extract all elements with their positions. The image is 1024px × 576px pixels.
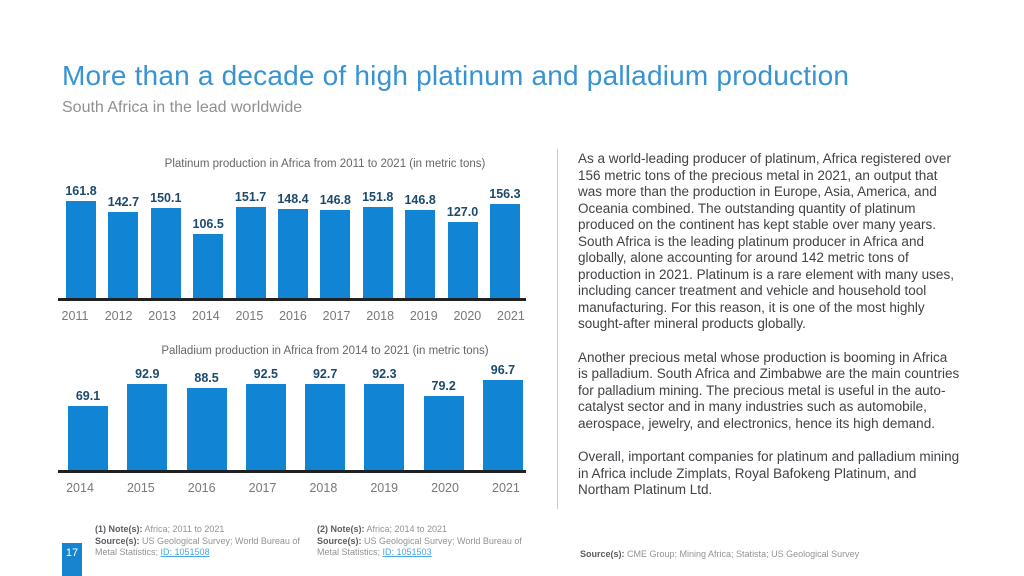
bar-value-label: 161.8 [65, 183, 97, 198]
x-axis-labels [58, 481, 526, 495]
paragraph-platinum: As a world-leading producer of platinum, Africa registered over 156 metric tons of the precious metal in 2021, an output that was more than the production in Europe, Asia, America, and Oceania combined. The outstanding quantity of platinum produced on the continent has kept stable over many years. South Africa is the leading platinum producer in Africa and globally, alone accounting for around 142 metric tons of production in 2021. Platinum is a rare element with many uses, including cancer treatment and vehicle and household tool manufacturing. For this reason, it is one of the most highly sought-after mineral products globally. [578, 151, 954, 331]
bars-area [58, 176, 526, 298]
bar-value-label: 151.7 [234, 190, 267, 204]
bar-value-label: 88.5 [194, 370, 219, 385]
x-tick-label: 2021 [497, 308, 525, 323]
bar-group [108, 195, 138, 298]
x-tick-label: 2011 [61, 308, 89, 323]
x-tick-label: 2020 [431, 480, 459, 495]
bar [187, 388, 227, 470]
main-source-line [580, 549, 859, 559]
footnote-2-note [317, 524, 531, 536]
bar-group [405, 193, 435, 298]
source-text: CME Group; Mining Africa; Statista; US Geological Survey [624, 549, 860, 559]
bar-group [483, 363, 523, 470]
bar-group [320, 193, 350, 298]
footnote-1-note [95, 524, 309, 536]
chart-title: Platinum production in Africa from 2011 to 2021 (in metric tons) [164, 158, 486, 170]
chart-title: Palladium production in Africa from 2014 to 2021 (in metric tons) [161, 345, 489, 357]
source-label: Source(s): [580, 549, 625, 559]
page-title: More than a decade of high platinum and palladium production [62, 60, 850, 91]
source-label: Source(s): [317, 535, 362, 546]
x-tick-label: 2018 [366, 308, 395, 323]
bar [66, 201, 96, 298]
bar [246, 384, 286, 470]
bar-group [448, 205, 478, 298]
source-label: Source(s): [95, 535, 140, 546]
x-tick-label: 2020 [453, 308, 482, 323]
bar-group [424, 379, 464, 470]
bar-group [151, 191, 181, 298]
bar-group [187, 371, 227, 470]
x-tick-label: 2015 [126, 480, 155, 495]
bar-value-label: 92.3 [372, 367, 397, 382]
bar-group [236, 190, 266, 298]
bar-group [364, 367, 404, 470]
x-tick-label: 2021 [492, 480, 520, 495]
page-subtitle: South Africa in the lead worldwide [62, 99, 303, 116]
bar [424, 396, 464, 470]
paragraph-companies: Overall, important companies for platinum and palladium mining in Africa include Zimplats, Royal Bafokeng Platinum, and Northam Platinum Ltd. [578, 449, 960, 497]
bar [193, 234, 223, 298]
bar-value-label: 150.1 [150, 190, 182, 205]
bar [108, 212, 138, 298]
header [62, 60, 849, 117]
page-number-badge: 17 [62, 543, 82, 576]
bar-group [363, 190, 393, 298]
bar [305, 384, 345, 470]
bar [448, 222, 478, 298]
bar-value-label: 69.1 [75, 388, 101, 403]
bar [320, 210, 350, 298]
bar [483, 380, 523, 470]
bar [127, 384, 167, 470]
x-tick-label: 2016 [187, 480, 216, 495]
x-tick-label: 2018 [309, 480, 338, 495]
bar-value-label: 106.5 [192, 217, 224, 232]
x-tick-label: 2017 [322, 308, 351, 323]
note-label: (2) Note(s): [317, 524, 365, 534]
bar-value-label: 156.3 [489, 187, 521, 202]
bar-value-label: 79.2 [431, 379, 456, 394]
footnote-2 [317, 524, 531, 559]
x-tick-label: 2019 [409, 308, 438, 323]
bar [278, 209, 308, 298]
x-tick-label: 2014 [191, 308, 220, 323]
source-text: US Geological Survey; World Bureau of Metal Statistics; [95, 535, 300, 557]
bar-value-label: 92.9 [135, 366, 160, 381]
bar-group [278, 192, 308, 298]
bar-value-label: 96.7 [490, 363, 516, 378]
x-tick-label: 2013 [148, 308, 177, 323]
footnote-1 [95, 524, 309, 559]
source-text: US Geological Survey; World Bureau of Metal Statistics; [317, 535, 522, 557]
x-tick-label: 2014 [66, 480, 94, 495]
bar-value-label: 146.8 [404, 192, 436, 207]
x-tick-label: 2019 [370, 480, 399, 495]
x-tick-label: 2012 [104, 308, 133, 323]
platinum-production-chart [58, 158, 526, 323]
x-axis-line [58, 470, 526, 473]
x-axis-line [58, 298, 526, 301]
bar-group [305, 367, 345, 470]
bar-value-label: 142.7 [107, 195, 140, 210]
x-axis-labels [58, 309, 526, 323]
bar [236, 207, 266, 298]
bar-group [193, 217, 223, 298]
bar-group [66, 184, 96, 298]
x-tick-label: 2017 [248, 480, 277, 495]
note-text: Africa; 2011 to 2021 [142, 524, 225, 534]
body-text-column [578, 151, 960, 516]
bar-value-label: 146.8 [319, 192, 351, 207]
bar-group [490, 187, 520, 298]
note-label: (1) Note(s): [95, 524, 143, 534]
paragraph-palladium: Another precious metal whose production is booming in Africa is palladium. South Africa and Zimbabwe are the main countries for palladium mining. The precious metal is useful in the auto-catalyst sector and in many industries such as automobile, aerospace, jewelry, and electronics, hence its high demand. [578, 349, 960, 431]
bar-group [246, 367, 286, 470]
bars-area [58, 363, 526, 470]
note-text: Africa; 2014 to 2021 [364, 524, 448, 534]
footnote-2-source [317, 536, 531, 559]
bar [151, 208, 181, 298]
bar [364, 384, 404, 470]
bar-value-label: 92.7 [312, 366, 338, 381]
statista-id-link-2[interactable]: ID: 1051503 [382, 547, 432, 557]
footnote-1-source [95, 536, 309, 559]
x-tick-label: 2016 [279, 308, 307, 323]
x-tick-label: 2015 [235, 308, 264, 323]
bar-value-label: 127.0 [446, 204, 479, 219]
statista-id-link-1[interactable]: ID: 1051508 [160, 547, 210, 557]
bar-group [68, 389, 108, 470]
bar-value-label: 151.8 [362, 189, 394, 204]
bar-value-label: 92.5 [253, 367, 279, 381]
bar-value-label: 148.4 [277, 192, 309, 206]
bar [490, 204, 520, 298]
palladium-production-chart [58, 345, 526, 495]
bar [363, 207, 393, 298]
bar [405, 210, 435, 298]
vertical-divider [557, 149, 558, 509]
bar-group [127, 367, 167, 470]
bar [68, 406, 108, 470]
